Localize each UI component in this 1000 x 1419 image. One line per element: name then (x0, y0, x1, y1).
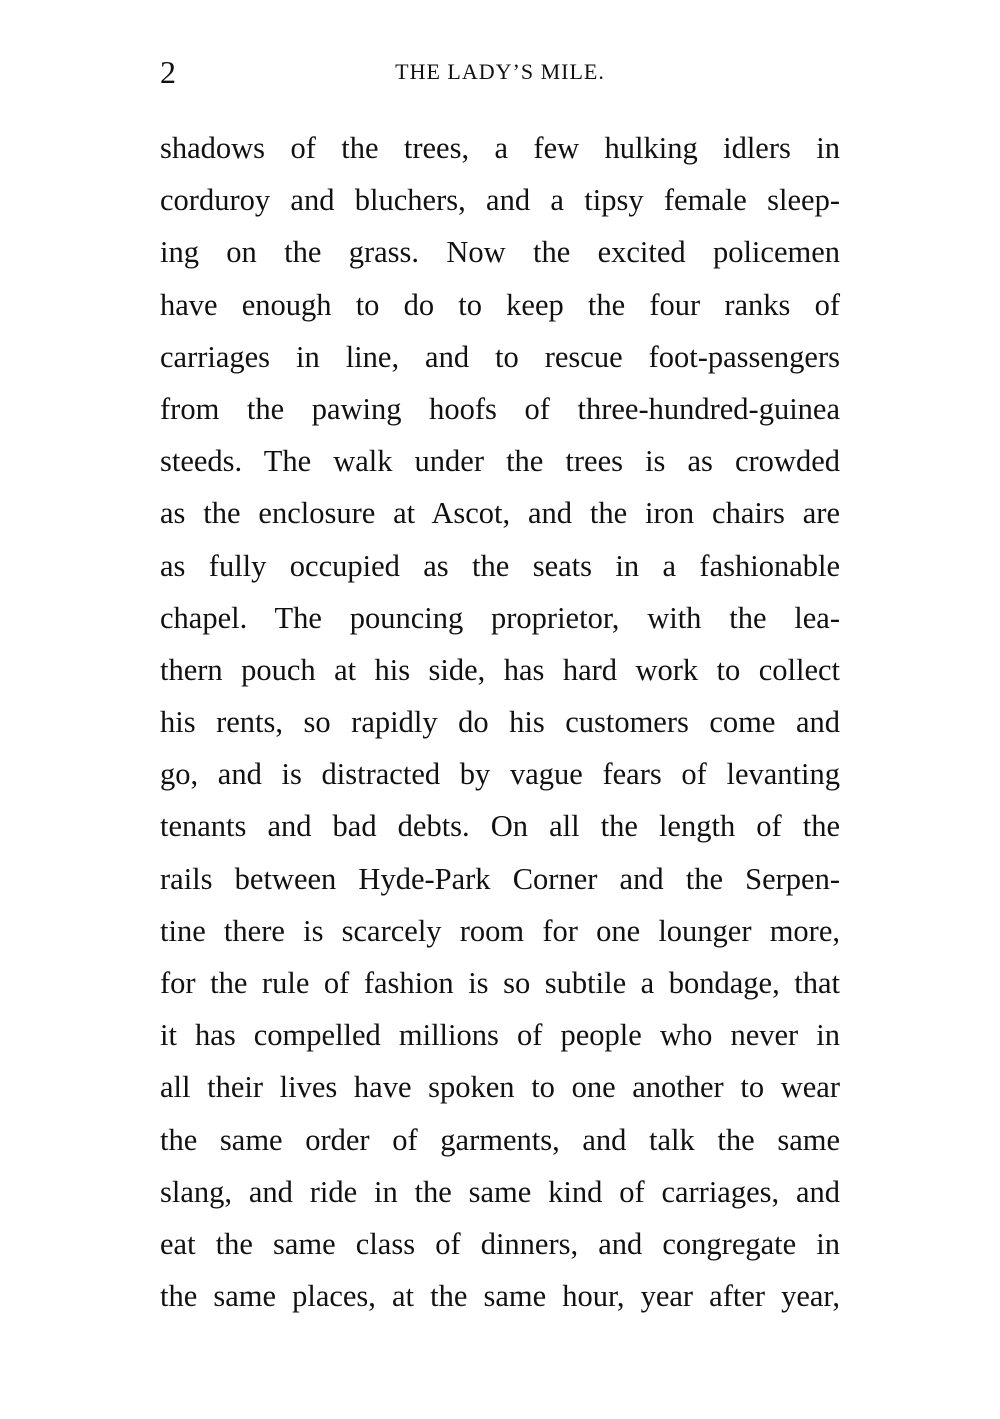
text-line: the same order of garments, and talk the same (160, 1122, 840, 1157)
text-line: the same places, at the same hour, year after year, (160, 1279, 840, 1314)
text-line: it has compelled millions of people who never in (160, 1018, 840, 1053)
text-line: tenants and bad debts. On all the length of the (160, 809, 840, 844)
text-line: tine there is scarcely room for one lounger more, (160, 913, 840, 948)
running-title: THE LADY’S MILE. (395, 59, 605, 84)
text-line: steeds. The walk under the trees is as crowded (160, 444, 840, 479)
text-line: slang, and ride in the same kind of carriages, and (160, 1174, 840, 1209)
text-line: all their lives have spoken to one another to wear (160, 1070, 840, 1105)
text-line: from the pawing hoofs of three-hundred-guinea (160, 391, 840, 426)
text-line: chapel. The pouncing proprietor, with the lea- (160, 600, 840, 635)
running-head (160, 52, 840, 92)
text-line: shadows of the trees, a few hulking idlers in (160, 131, 840, 165)
text-line: for the rule of fashion is so subtile a bondage, that (160, 966, 840, 1000)
text-line: go, and is distracted by vague fears of levanting (160, 757, 840, 792)
text-line: eat the same class of dinners, and congregate in (160, 1226, 840, 1261)
text-line: his rents, so rapidly do his customers come and (160, 705, 840, 740)
text-line: ing on the grass. Now the excited policemen (160, 235, 840, 270)
text-line: as the enclosure at Ascot, and the iron chairs are (160, 496, 840, 531)
text-line: carriages in line, and to rescue foot-passengers (160, 339, 840, 374)
body-text (160, 122, 840, 1322)
page-number: 2 (160, 54, 176, 90)
text-line: rails between Hyde-Park Corner and the Serpen- (160, 861, 840, 896)
text-line: as fully occupied as the seats in a fashionable (160, 548, 840, 583)
text-line: corduroy and bluchers, and a tipsy female sleep- (160, 183, 840, 218)
text-line: have enough to do to keep the four ranks of (160, 287, 840, 322)
text-line: thern pouch at his side, has hard work to collect (160, 652, 840, 687)
